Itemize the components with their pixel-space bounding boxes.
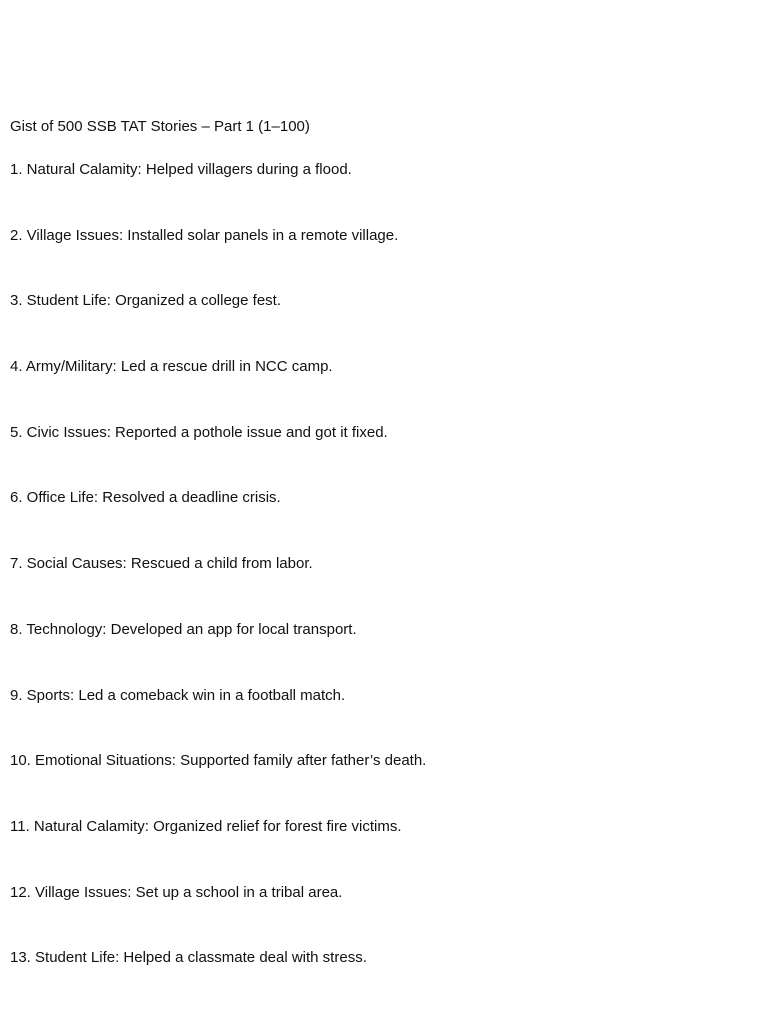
story-item: 7. Social Causes: Rescued a child from labor.	[10, 555, 313, 573]
story-item: 8. Technology: Developed an app for local transport.	[10, 620, 357, 638]
story-item: 3. Student Life: Organized a college fest.	[10, 292, 282, 310]
document-page	[10, 117, 750, 1014]
story-item: 11. Natural Calamity: Organized relief for forest fire victims.	[10, 817, 402, 835]
story-item: 13. Student Life: Helped a classmate deal with stress.	[10, 949, 367, 967]
story-item: 1. Natural Calamity: Helped villagers during a flood.	[10, 161, 352, 178]
story-item: 2. Village Issues: Installed solar panels in a remote village.	[10, 226, 399, 244]
story-item: 5. Civic Issues: Reported a pothole issue and got it fixed.	[10, 423, 388, 441]
story-item: 6. Office Life: Resolved a deadline crisis.	[10, 489, 281, 507]
story-item: 9. Sports: Led a comeback win in a football match.	[10, 686, 346, 704]
story-item: 4. Army/Military: Led a rescue drill in NCC camp.	[10, 358, 333, 376]
story-list	[10, 160, 750, 968]
document-title: Gist of 500 SSB TAT Stories – Part 1 (1–100)	[10, 118, 310, 135]
story-item: 10. Emotional Situations: Supported family after father’s death.	[10, 752, 427, 770]
story-item: 12. Village Issues: Set up a school in a tribal area.	[10, 883, 343, 901]
